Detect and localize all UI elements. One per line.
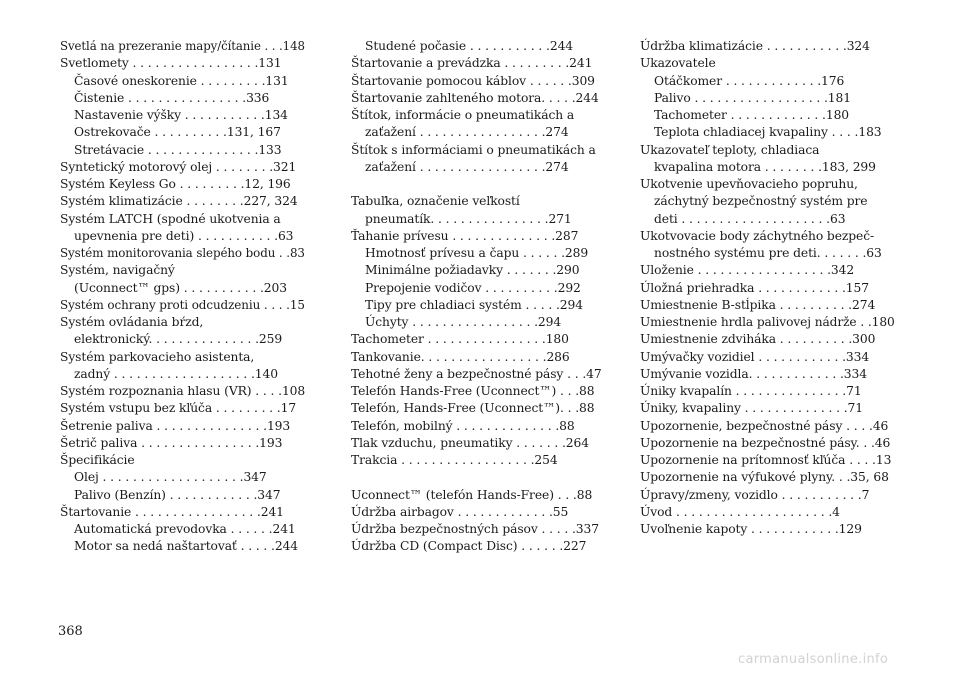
index-entry: Špecifikácie [60, 453, 135, 467]
index-entry: Úpravy/zmeny, vozidlo . . . . . . . . . . .7 [640, 487, 870, 502]
index-subentry: Nastavenie výšky . . . . . . . . . . .134 [74, 108, 288, 122]
index-entry: Údržba klimatizácie . . . . . . . . . . .324 [640, 39, 870, 53]
index-subentry: Minimálne požiadavky . . . . . . .290 [365, 263, 580, 278]
index-entry: Systém monitorovania slepého bodu . .83 [60, 246, 305, 260]
index-subentry: zaťažení . . . . . . . . . . . . . . . . .274 [365, 125, 569, 140]
index-entry: Umiestnenie hrdla palivovej nádrže . .180 [640, 315, 895, 329]
index-column-1 [60, 38, 305, 556]
index-subentry: Studené počasie . . . . . . . . . . .244 [365, 39, 574, 53]
index-entry: Štartovanie zahlteného motora. . . . .244 [351, 90, 599, 105]
index-subentry: Olej . . . . . . . . . . . . . . . . . . .347 [74, 470, 267, 485]
index-subentry: Motor sa nedá naštartovať . . . . .244 [74, 539, 299, 554]
page-number: 368 [58, 624, 83, 639]
index-entry: Systém ovládania bŕzd, [60, 315, 204, 329]
index-entry: Upozornenie, bezpečnostné pásy . . . .46 [640, 418, 889, 433]
watermark: carmanualsonline.info [738, 652, 889, 667]
index-entry: Telefón, Hands-Free (Uconnect™). . .88 [351, 401, 595, 416]
index-entry: Údržba bezpečnostných pásov . . . . .337 [351, 522, 599, 536]
index-entry: Telefón Hands-Free (Uconnect™) . . .88 [351, 384, 595, 398]
index-entry: Telefón, mobilný . . . . . . . . . . . . . .88 [351, 418, 575, 433]
index-entry: Uloženie . . . . . . . . . . . . . . . . . .342 [640, 263, 855, 278]
index-entry: Úložná priehradka . . . . . . . . . . . .157 [640, 280, 869, 295]
index-entry: Upozornenie na bezpečnostné pásy. . .46 [640, 435, 891, 450]
index-subentry: Časové oneskorenie . . . . . . . . .131 [74, 73, 289, 88]
index-entry: Systém, navigačný [60, 263, 175, 278]
index-entry: Úvod . . . . . . . . . . . . . . . . . . . . .4 [640, 504, 840, 519]
index-entry: Systém Keyless Go . . . . . . . . .12, 196 [60, 177, 291, 191]
index-entry: Systém klimatizácie . . . . . . . .227, 324 [60, 194, 298, 209]
index-entry: Tehotné ženy a bezpečnostné pásy . . .47 [351, 366, 602, 381]
index-entry: Umývačky vozidiel . . . . . . . . . . . .334 [640, 349, 870, 364]
index-entry: Umiestnenie zdviháka . . . . . . . . . .300 [640, 332, 876, 347]
index-subentry: Prepojenie vodičov . . . . . . . . . .292 [365, 280, 581, 295]
index-subentry: Tachometer . . . . . . . . . . . . .180 [654, 108, 850, 122]
index-entry: Trakcia . . . . . . . . . . . . . . . . . .254 [351, 453, 558, 467]
index-entry: Upozornenie na prítomnosť kľúča . . . .13 [640, 453, 892, 467]
index-subentry: zaťažení . . . . . . . . . . . . . . . . .274 [365, 159, 569, 174]
index-subentry: záchytný bezpečnostný systém pre [654, 194, 868, 209]
index-entry: Systém LATCH (spodné ukotvenia a [60, 211, 281, 226]
index-subentry: Tipy pre chladiaci systém . . . . .294 [365, 297, 583, 312]
index-subentry: pneumatík. . . . . . . . . . . . . . . .271 [365, 211, 572, 226]
index-subentry: Čistenie . . . . . . . . . . . . . . . .336 [74, 90, 270, 105]
index-entry: Údržba airbagov . . . . . . . . . . . . .55 [351, 504, 569, 519]
index-entry: Uvoľnenie kapoty . . . . . . . . . . . .129 [640, 522, 862, 536]
index-entry: Ukazovateľ teploty, chladiaca [640, 142, 820, 157]
index-entry: Tlak vzduchu, pneumatiky . . . . . . .264 [351, 435, 589, 450]
index-entry: Štítok, informácie o pneumatikách a [351, 108, 575, 122]
index-entry: Ukotvenie upevňovacieho popruhu, [640, 177, 858, 191]
index-subentry: zadný . . . . . . . . . . . . . . . . . . .140 [74, 366, 278, 381]
index-entry: Syntetický motorový olej . . . . . . . .321 [60, 159, 297, 174]
index-subentry: Automatická prevodovka . . . . . .241 [74, 522, 296, 536]
index-entry: Svetlomety . . . . . . . . . . . . . . . . .131 [60, 56, 282, 71]
section-gap [351, 469, 606, 486]
index-entry: Štartovanie pomocou káblov . . . . . .309 [351, 73, 595, 88]
index-subentry: elektronický. . . . . . . . . . . . . . .259 [74, 332, 283, 347]
index-entry: Svetlá na prezeranie mapy/čítanie . . .148 [60, 39, 305, 53]
index-subentry: Teplota chladiacej kvapaliny . . . .183 [654, 125, 882, 140]
index-entry: Údržba CD (Compact Disc) . . . . . .227 [351, 539, 587, 554]
index-subentry: nostného systému pre deti. . . . . . .63 [654, 246, 882, 260]
index-entry: Úniky, kvapaliny . . . . . . . . . . . . . .71 [640, 401, 863, 416]
index-subentry: Otáčkomer . . . . . . . . . . . . .176 [654, 73, 845, 88]
index-entry: Upozornenie na výfukové plyny. . .35, 68 [640, 470, 889, 485]
index-subentry: Palivo . . . . . . . . . . . . . . . . . .181 [654, 90, 851, 105]
index-subentry: deti . . . . . . . . . . . . . . . . . . . .63 [654, 211, 846, 226]
index-subentry: Palivo (Benzín) . . . . . . . . . . . .347 [74, 487, 281, 502]
index-entry: Uconnect™ (telefón Hands-Free) . . .88 [351, 487, 593, 502]
index-entry: Tachometer . . . . . . . . . . . . . . . .180 [351, 332, 569, 347]
index-entry: Systém vstupu bez kľúča . . . . . . . . .17 [60, 401, 297, 416]
index-entry: Tabuľka, označenie veľkostí [351, 194, 520, 209]
index-entry: Systém parkovacieho asistenta, [60, 349, 255, 364]
section-gap [351, 176, 606, 193]
index-entry: Tankovanie. . . . . . . . . . . . . . . . .286 [351, 349, 570, 364]
index-subentry: (Uconnect™ gps) . . . . . . . . . . .203 [74, 280, 287, 295]
index-entry: Štartovanie . . . . . . . . . . . . . . . . .241 [60, 504, 284, 519]
index-entry: Ukotvovacie body záchytného bezpeč- [640, 228, 875, 243]
index-entry: Šetrič paliva . . . . . . . . . . . . . . . .193 [60, 435, 283, 450]
index-entry: Ťahanie prívesu . . . . . . . . . . . . . .287 [351, 228, 579, 243]
index-entry: Umiestnenie B-stĺpika . . . . . . . . . .274 [640, 297, 876, 312]
index-entry: Štítok s informáciami o pneumatikách a [351, 142, 596, 157]
index-subentry: Ostrekovače . . . . . . . . . .131, 167 [74, 125, 281, 140]
index-entry: Šetrenie paliva . . . . . . . . . . . . . . .193 [60, 418, 291, 433]
index-subentry: kvapalina motora . . . . . . . .183, 299 [654, 159, 876, 174]
index-subentry: Stretávacie . . . . . . . . . . . . . . .133 [74, 142, 282, 157]
index-entry: Umývanie vozidla. . . . . . . . . . . . .334 [640, 366, 867, 381]
index-subentry: Hmotnosť prívesu a čapu . . . . . .289 [365, 246, 589, 260]
index-column-3 [640, 38, 895, 538]
index-subentry: upevnenia pre deti) . . . . . . . . . . .63 [74, 228, 294, 243]
index-entry: Úniky kvapalín . . . . . . . . . . . . . . .71 [640, 384, 862, 398]
index-entry: Štartovanie a prevádzka . . . . . . . . .241 [351, 56, 593, 71]
index-subentry: Úchyty . . . . . . . . . . . . . . . . .294 [365, 315, 562, 329]
index-column-2 [351, 38, 606, 556]
index-entry: Systém ochrany proti odcudzeniu . . . .15 [60, 297, 305, 312]
index-entry: Ukazovatele [640, 56, 716, 71]
index-entry: Systém rozpoznania hlasu (VR) . . . .108 [60, 384, 305, 398]
